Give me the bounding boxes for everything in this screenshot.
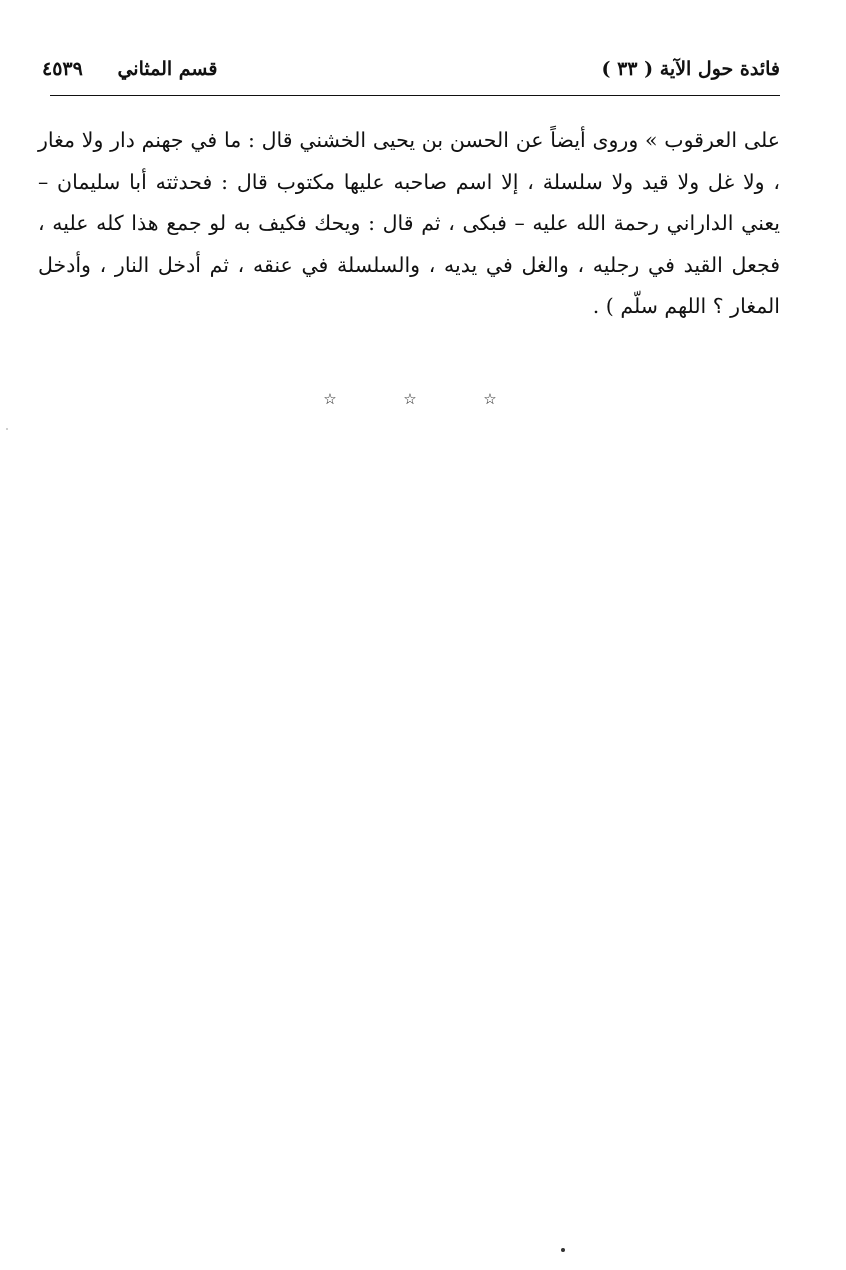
section-separator xyxy=(320,390,500,414)
running-title: فائدة حول الآية ( ٣٣ ) xyxy=(601,58,780,80)
bottom-dot xyxy=(561,1248,565,1252)
main-text xyxy=(38,120,780,328)
star-icon: ☆ xyxy=(483,390,497,408)
section-title: قسم المثاني xyxy=(117,58,218,80)
star-icon: ☆ xyxy=(403,390,417,408)
page-header xyxy=(42,58,780,90)
header-rule xyxy=(50,95,780,96)
header-left-group xyxy=(42,58,217,80)
star-icon: ☆ xyxy=(323,390,337,408)
margin-speck xyxy=(6,428,8,430)
body-paragraph: على العرقوب » وروى أيضاً عن الحسن بن يحيى الخشني قال : ما في جهنم دار ولا مغار ، ولا غل ولا قيد ولا سلسلة ، إلا اسم صاحبه عليها مكتوب قال : فحدثته أبا سليمان – يعني الداراني رحمة الله عليه – فبكى ، ثم قال : ويحك فكيف به لو جمع هذا كله عليه ، فجعل القيد في رجليه ، والغل في يديه ، والسلسلة في عنقه ، ثم أدخل النار ، وأدخل المغار ؟ اللهم سلّم ) . xyxy=(38,128,780,318)
page-number: ٤٥٣٩ xyxy=(42,58,83,80)
